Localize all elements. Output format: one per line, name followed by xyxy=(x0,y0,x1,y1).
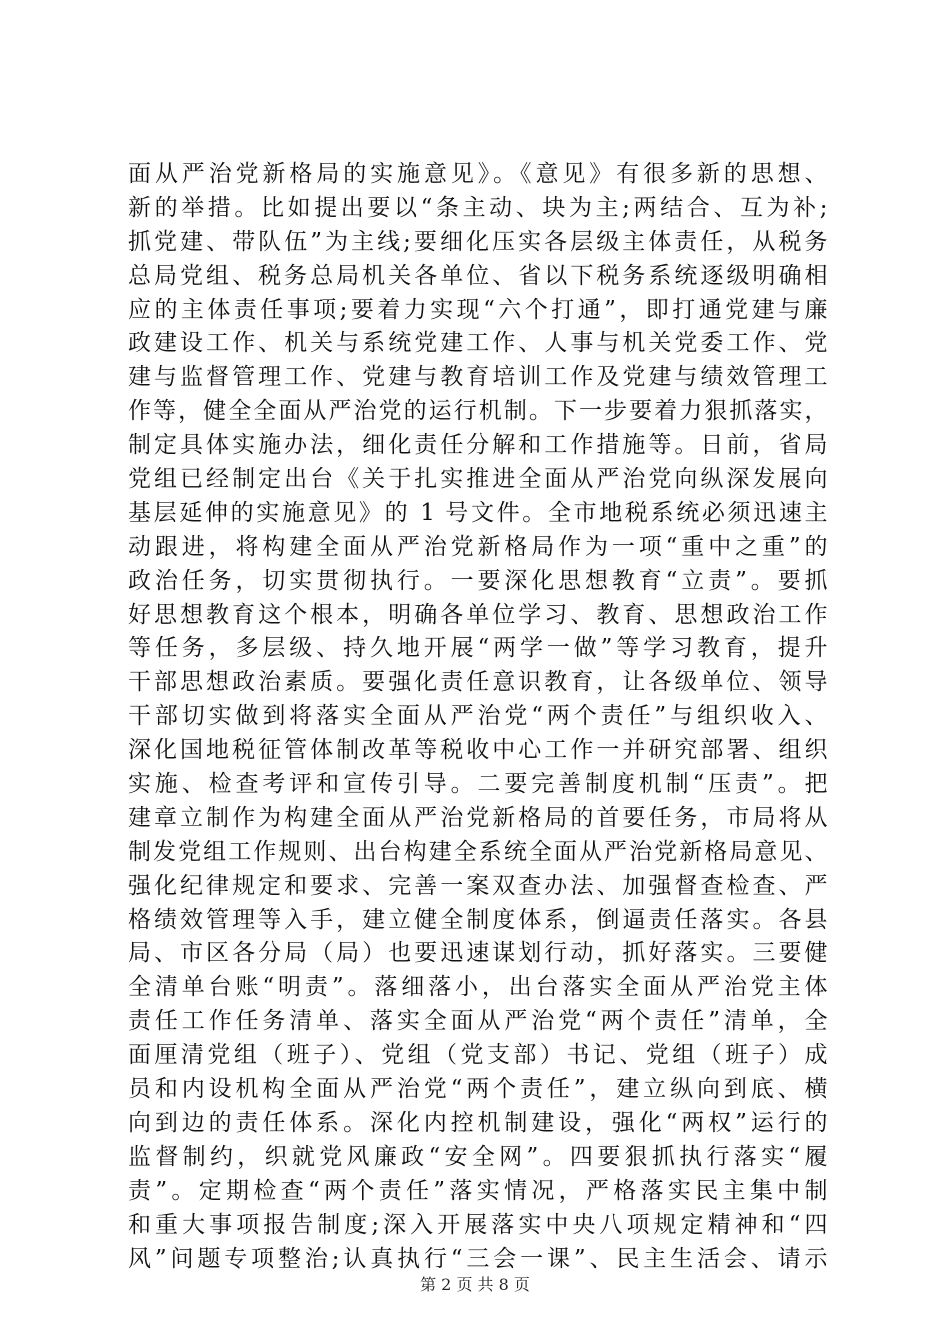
text-line: 制定具体实施办法，细化责任分解和工作措施等。日前，省局 xyxy=(128,432,828,459)
text-line: 全清单台账“明责”。落细落小，出台落实全面从严治党主体 xyxy=(128,974,828,1001)
text-line: 责”。定期检查“两个责任”落实情况，严格落实民主集中制 xyxy=(128,1177,828,1204)
page-footer: 第 2 页 共 8 页 xyxy=(420,1275,530,1294)
text-line: 监督制约，织就党风廉政“安全网”。四要狠抓执行落实“履 xyxy=(128,1143,828,1170)
text-line: 等任务，多层级、持久地开展“两学一做”等学习教育，提升 xyxy=(128,635,828,662)
text-line: 总局党组、税务总局机关各单位、省以下税务系统逐级明确相 xyxy=(128,262,828,289)
text-line: 动跟进，将构建全面从严治党新格局作为一项“重中之重”的 xyxy=(128,533,828,560)
text-line: 制发党组工作规则、出台构建全系统全面从严治党新格局意见、 xyxy=(128,838,828,865)
text-line: 干部切实做到将落实全面从严治党“两个责任”与组织收入、 xyxy=(128,703,828,730)
text-line: 风”问题专项整治;认真执行“三会一课”、民主生活会、请示 xyxy=(128,1245,828,1272)
text-line: 建章立制作为构建全面从严治党新格局的首要任务，市局将从 xyxy=(128,804,828,831)
text-line: 政建设工作、机关与系统党建工作、人事与机关党委工作、党 xyxy=(128,330,828,357)
text-line: 和重大事项报告制度;深入开展落实中央八项规定精神和“四 xyxy=(128,1211,828,1238)
text-line: 局、市区各分局（局）也要迅速谋划行动，抓好落实。三要健 xyxy=(128,940,828,967)
text-line: 好思想教育这个根本，明确各单位学习、教育、思想政治工作 xyxy=(128,601,828,628)
text-line: 干部思想政治素质。要强化责任意识教育，让各级单位、领导 xyxy=(128,669,828,696)
text-line: 责任工作任务清单、落实全面从严治党“两个责任”清单，全 xyxy=(128,1008,828,1035)
text-line: 新的举措。比如提出要以“条主动、块为主;两结合、互为补; xyxy=(128,194,828,221)
text-line: 深化国地税征管体制改革等税收中心工作一并研究部署、组织 xyxy=(128,737,828,764)
text-line: 基层延伸的实施意见》的 1 号文件。全市地税系统必须迅速主 xyxy=(128,499,828,526)
text-line: 格绩效管理等入手，建立健全制度体系，倒逼责任落实。各县 xyxy=(128,906,828,933)
text-line: 作等，健全全面从严治党的运行机制。下一步要着力狠抓落实， xyxy=(128,398,828,425)
text-line: 政治任务，切实贯彻执行。一要深化思想教育“立责”。要抓 xyxy=(128,567,828,594)
text-line: 强化纪律规定和要求、完善一案双查办法、加强督查检查、严 xyxy=(128,872,828,899)
text-line: 面厘清党组（班子）、党组（党支部）书记、党组（班子）成 xyxy=(128,1042,828,1069)
text-line: 面从严治党新格局的实施意见》。《意见》有很多新的思想、 xyxy=(128,161,828,187)
text-line: 员和内设机构全面从严治党“两个责任”，建立纵向到底、横 xyxy=(128,1076,828,1103)
text-line: 实施、检查考评和宣传引导。二要完善制度机制“压责”。把 xyxy=(128,771,828,798)
text-line: 党组已经制定出台《关于扎实推进全面从严治党向纵深发展向 xyxy=(128,466,828,493)
body-text xyxy=(128,158,828,1276)
text-line: 建与监督管理工作、党建与教育培训工作及党建与绩效管理工 xyxy=(128,364,828,391)
text-line: 向到边的责任体系。深化内控机制建设，强化“两权”运行的 xyxy=(128,1109,828,1136)
text-line: 抓党建、带队伍”为主线;要细化压实各层级主体责任，从税务 xyxy=(128,228,828,255)
text-line: 应的主体责任事项;要着力实现“六个打通”，即打通党建与廉 xyxy=(128,296,828,323)
